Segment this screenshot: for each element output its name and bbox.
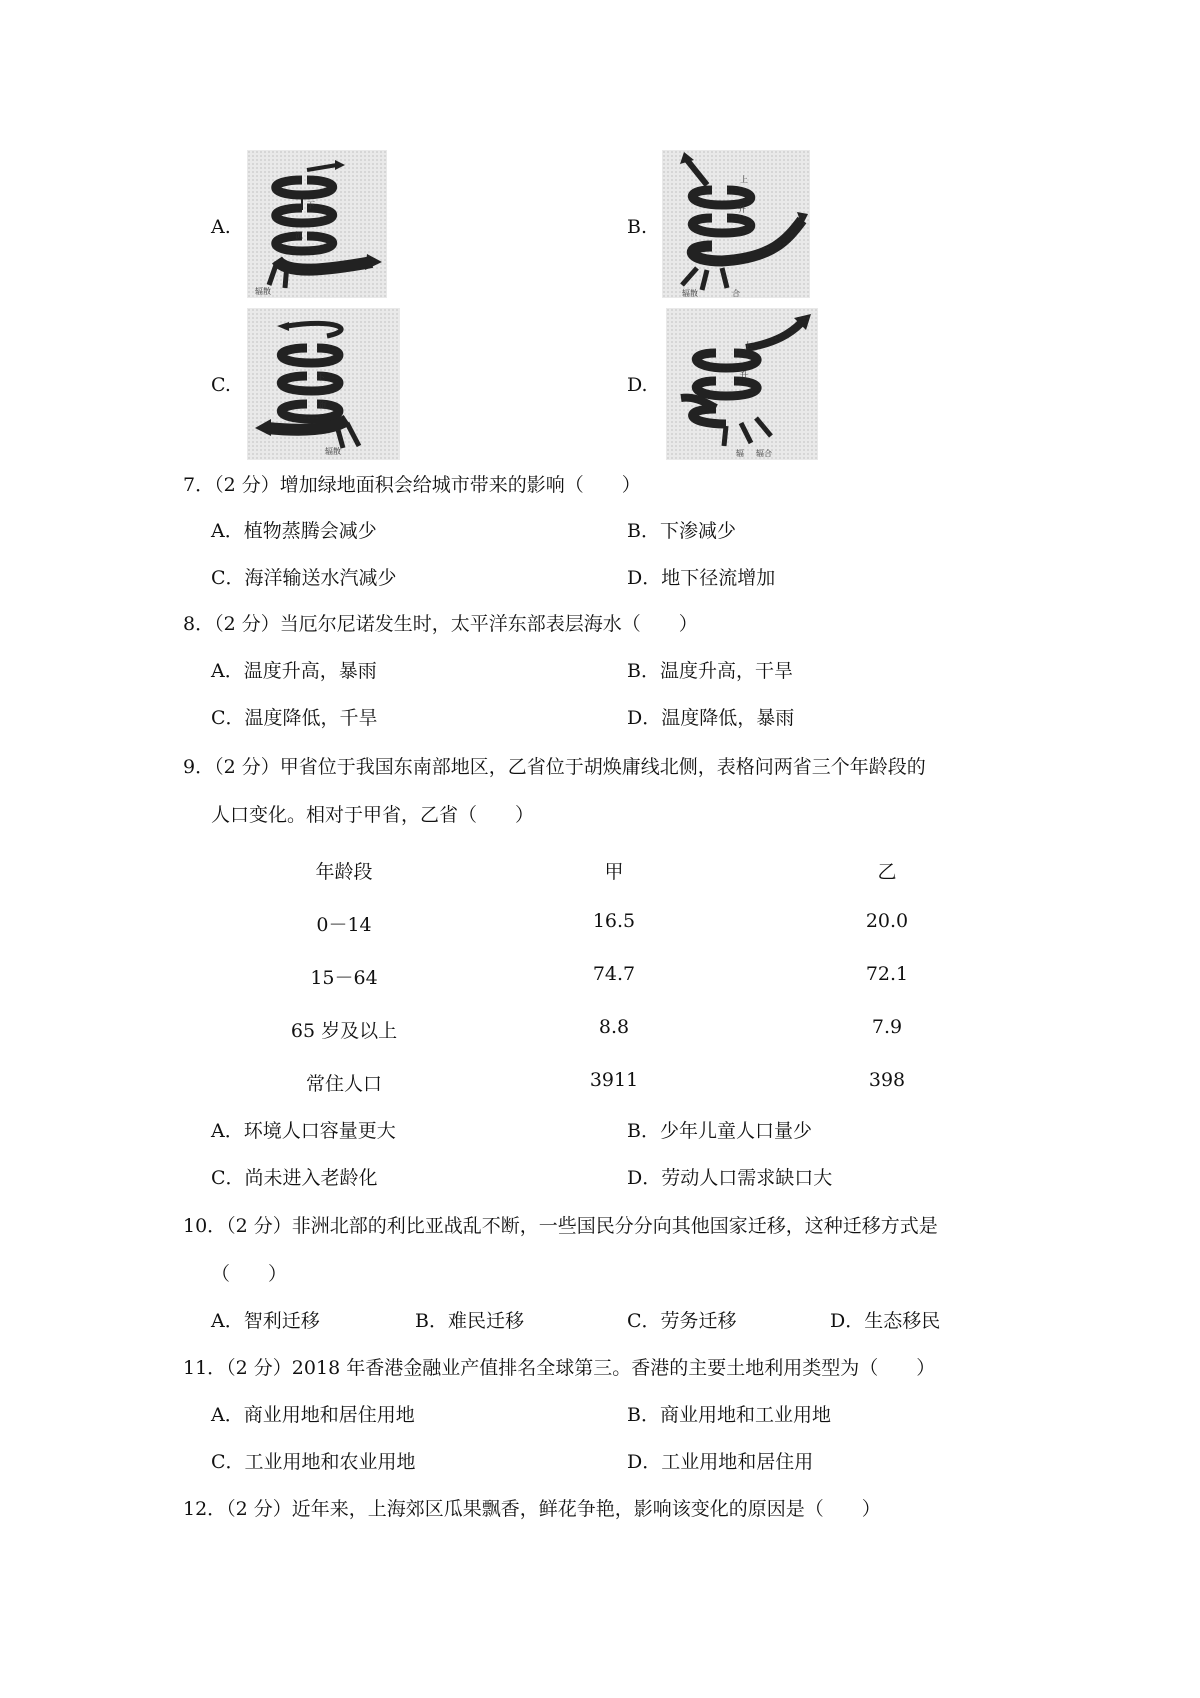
figure-c-label-bottom: 沉 (319, 401, 327, 410)
q11-option-c: C．工业用地和农业用地 (211, 1451, 416, 1473)
option-letter-b: B. (627, 216, 648, 238)
table-cell: 8.8 (598, 1016, 630, 1038)
table-header-jia: 甲 (604, 861, 624, 883)
figure-c-label-top: 下 (317, 373, 325, 382)
figure-a-label-top: 下 (307, 201, 315, 210)
q9-option-a: A．环境人口容量更大 (211, 1120, 396, 1142)
figure-b-label-bottom: 升 (738, 205, 746, 214)
table-cell: 398 (868, 1069, 906, 1091)
q10-option-a: A．智利迁移 (211, 1310, 320, 1332)
question-7-stem: 7．（2 分）增加绿地面积会给城市带来的影响（ ） (183, 474, 641, 496)
q8-option-b: B．温度升高，干旱 (627, 660, 793, 682)
option-letter-a: A. (211, 216, 231, 238)
figure-d-label-top: 上 (744, 341, 752, 350)
question-12-stem: 12．（2 分）近年来，上海郊区瓜果飘香，鲜花争艳，影响该变化的原因是（ ） (183, 1498, 881, 1520)
question-10-stem-line2: （ ） (211, 1263, 288, 1285)
table-cell: 15－64 (310, 967, 378, 989)
table-cell: 20.0 (865, 910, 909, 932)
q10-option-d: D．生态移民 (830, 1310, 941, 1332)
table-cell: 0－14 (316, 914, 372, 936)
figure-d-ascending-spiral (666, 308, 818, 460)
option-letter-c: C. (211, 374, 231, 396)
q9-option-b: B．少年儿童人口量少 (627, 1120, 812, 1142)
figure-b-label-foot1: 辐散 (682, 289, 698, 298)
question-8-stem: 8．（2 分）当厄尔尼诺发生时，太平洋东部表层海水（ ） (183, 613, 698, 635)
table-cell: 74.7 (592, 963, 636, 985)
q8-option-a: A．温度升高，暴雨 (211, 660, 377, 682)
figure-b-ascending-spiral (662, 150, 810, 298)
table-cell: 7.9 (871, 1016, 903, 1038)
table-cell: 72.1 (865, 963, 909, 985)
q8-option-c: C．温度降低，千旱 (211, 707, 378, 729)
figure-d-label-bottom: 升 (740, 371, 748, 380)
q7-option-d: D．地下径流增加 (627, 567, 776, 589)
q8-option-d: D．温度降低，暴雨 (627, 707, 795, 729)
figure-c-label-foot: 辐散 (325, 447, 341, 456)
figure-c-descending-spiral (247, 308, 400, 460)
q10-option-b: B．难民迁移 (415, 1310, 524, 1332)
table-cell: 常住人口 (305, 1073, 382, 1095)
figure-d-label-foot2: 辐 (736, 449, 744, 458)
table-cell: 16.5 (592, 910, 636, 932)
question-9-stem-line2: 人口变化。相对于甲省，乙省（ ） (211, 804, 535, 826)
q9-option-c: C．尚未进入老龄化 (211, 1167, 378, 1189)
figure-b-label-top: 上 (740, 175, 748, 184)
q7-option-a: A．植物蒸腾会减少 (211, 520, 377, 542)
figure-b-label-foot2: 合 (732, 289, 740, 298)
q11-option-b: B．商业用地和工业用地 (627, 1404, 831, 1426)
figure-a-label-foot: 辐散 (255, 287, 271, 296)
q11-option-a: A．商业用地和居住用地 (211, 1404, 415, 1426)
question-9-stem-line1: 9．（2 分）甲省位于我国东南部地区，乙省位于胡焕庸线北侧，表格问两省三个年龄段的 (183, 756, 926, 778)
question-11-stem: 11．（2 分）2018 年香港金融业产值排名全球第三。香港的主要土地利用类型为（ ） (183, 1357, 936, 1379)
figure-d-label-foot1: 辐合 (756, 449, 772, 458)
table-header-age: 年龄段 (315, 861, 373, 883)
q7-option-c: C．海洋输送水汽减少 (211, 567, 397, 589)
q7-option-b: B．下渗减少 (627, 520, 736, 542)
question-10-stem-line1: 10．（2 分）非洲北部的利比亚战乱不断，一些国民分分向其他国家迁移，这种迁移方式是 (183, 1215, 938, 1237)
q11-option-d: D．工业用地和居住用 (627, 1451, 814, 1473)
q9-option-d: D．劳动人口需求缺口大 (627, 1167, 833, 1189)
figure-a-descending-spiral (247, 150, 387, 298)
q10-option-c: C．劳务迁移 (627, 1310, 737, 1332)
figure-a-label-bottom: 沉 (295, 231, 303, 240)
table-cell: 65 岁及以上 (290, 1020, 398, 1042)
option-letter-d: D. (627, 374, 648, 396)
table-cell: 3911 (589, 1069, 639, 1091)
table-header-yi: 乙 (877, 861, 897, 883)
